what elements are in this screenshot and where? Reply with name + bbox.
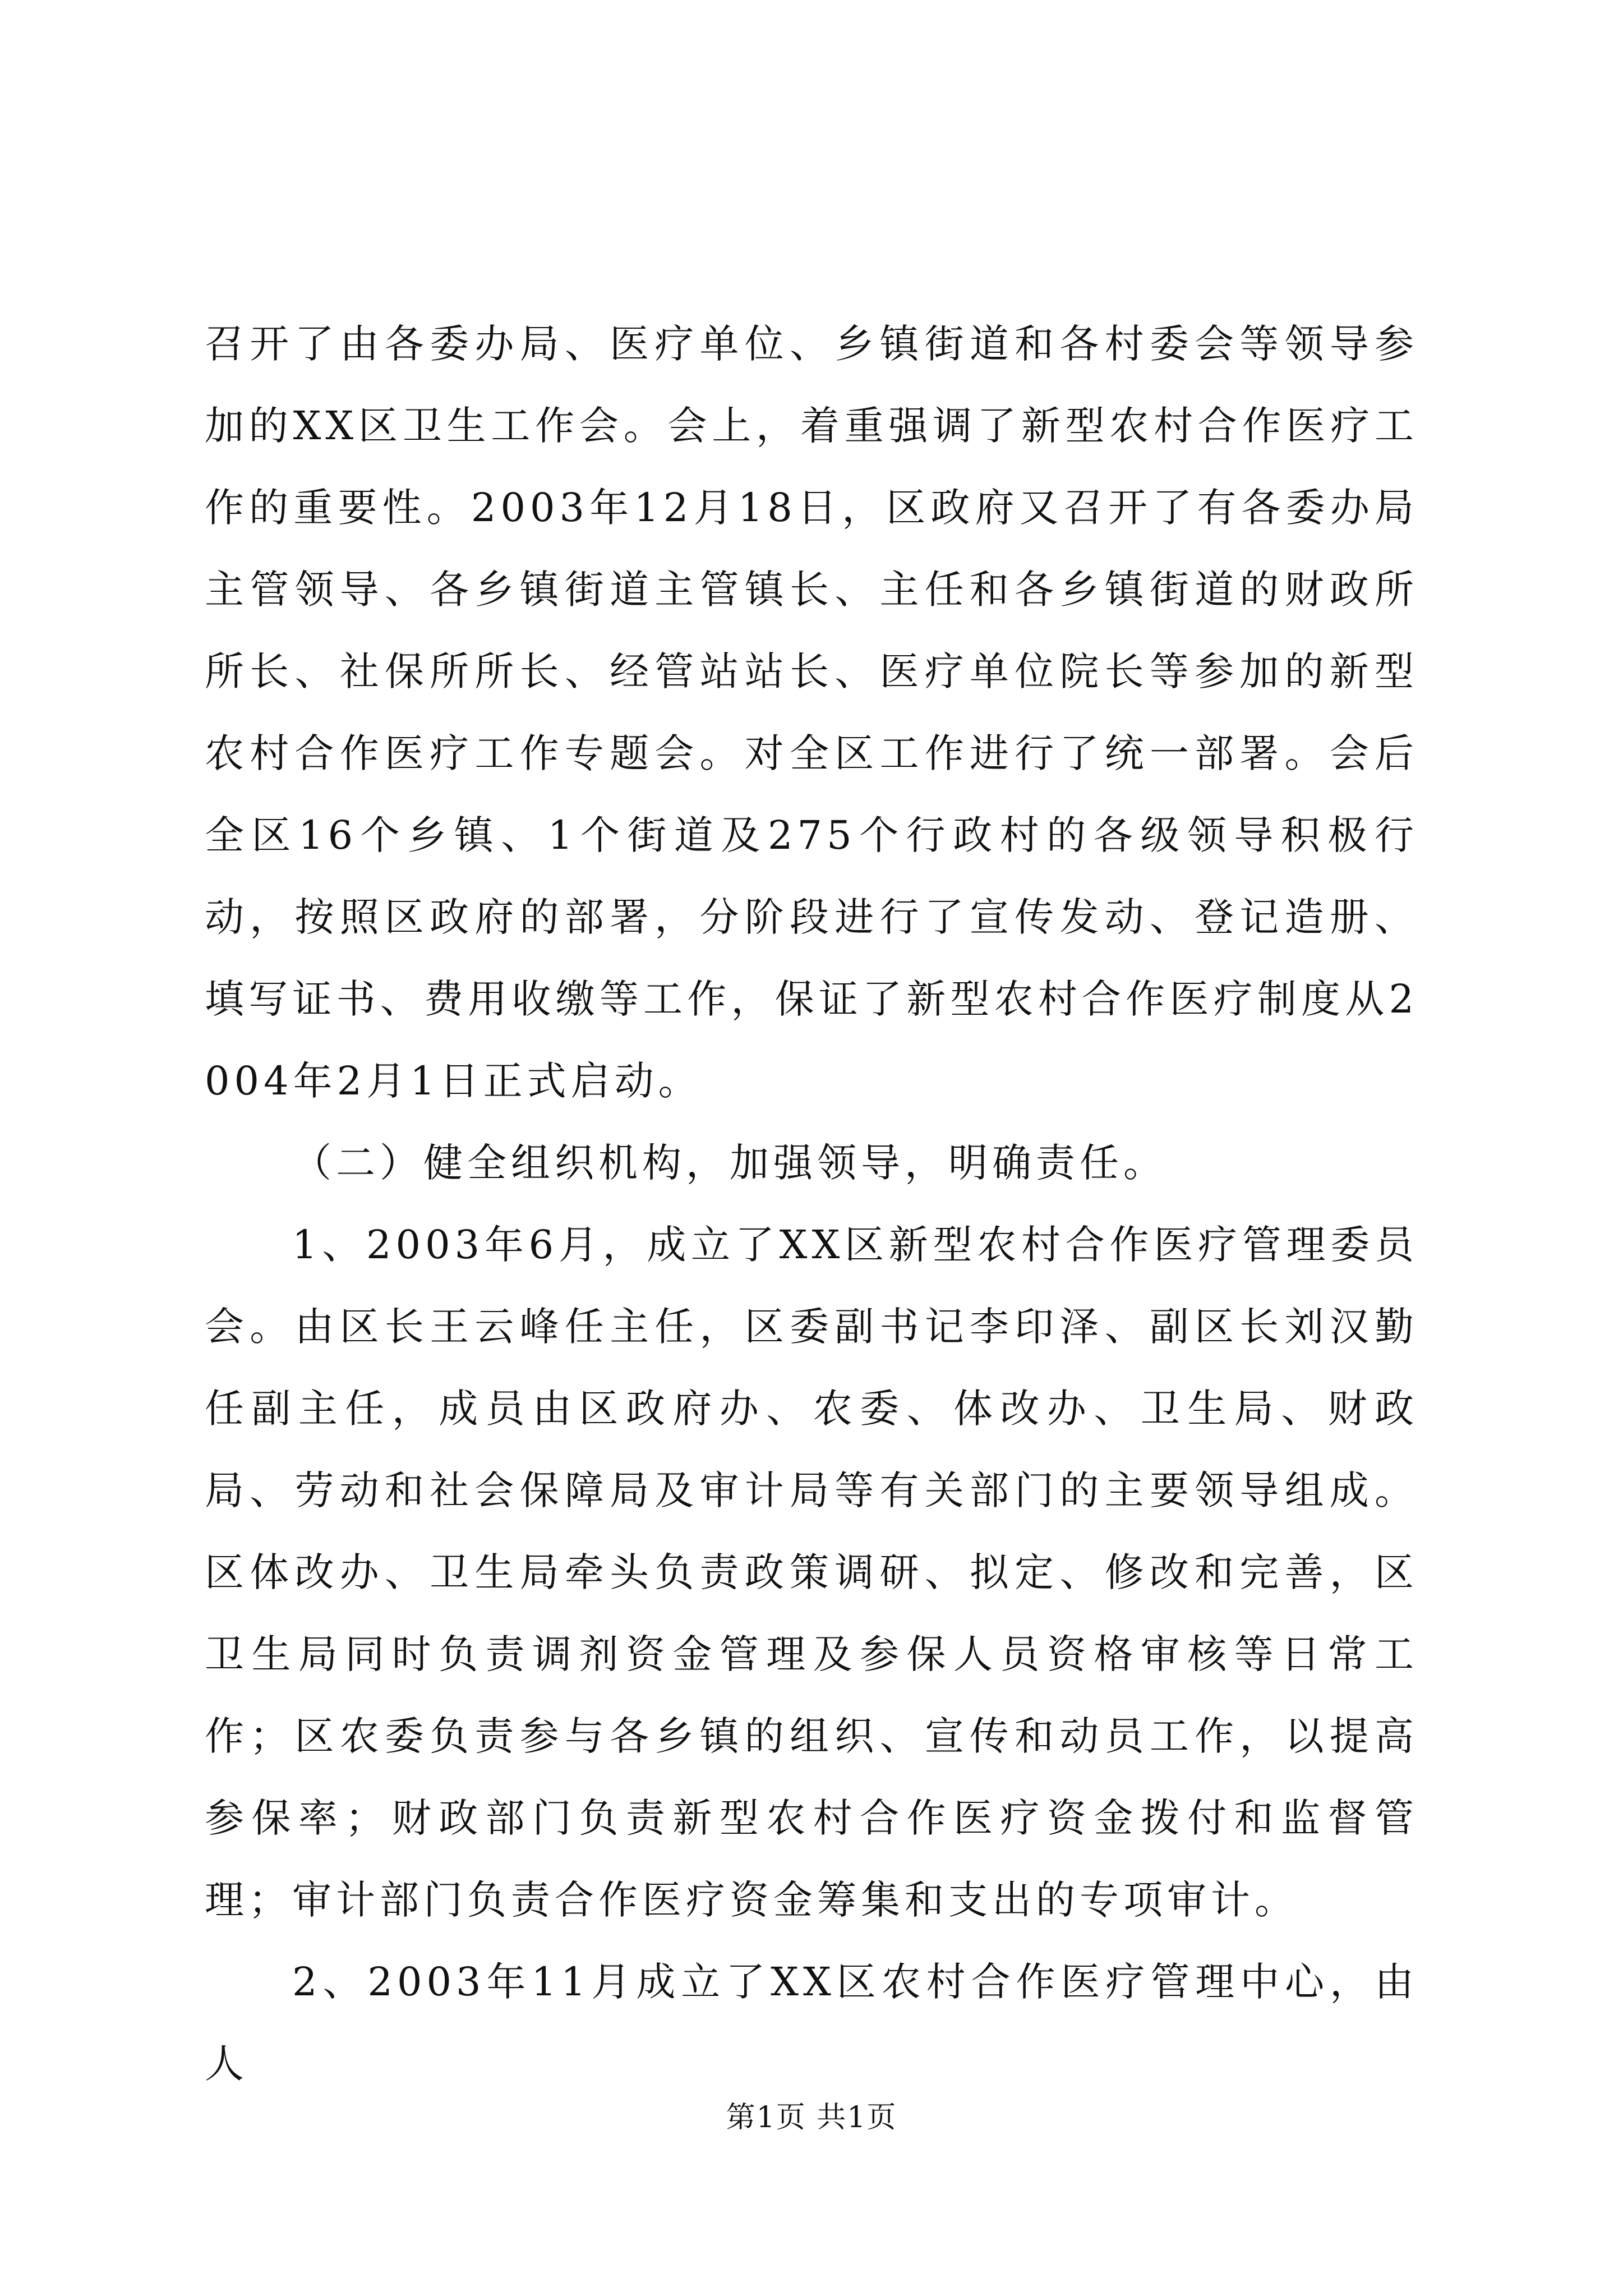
paragraph-management-committee: 1、2003年6月，成立了XX区新型农村合作医疗管理委员会。由区长王云峰任主任，区委副书记李印泽、副区长刘汉勤任副主任，成员由区政府办、农委、体改办、卫生局、财政局、劳动和社会保障局及审计局等有关部门的主要领导组成。区体改办、卫生局牵头负责政策调研、拟定、修改和完善，区卫生局同时负责调剂资金管理及参保人员资格审核等日常工作；区农委负责参与各乡镇的组织、宣传和动员工作，以提高参保率；财政部门负责新型农村合作医疗资金拨付和监督管理；审计部门负责合作医疗资金筹集和支出的专项审计。: [205, 1222, 1418, 1923]
page-footer: 第1页 共1页: [726, 2101, 897, 2134]
document-body: [205, 303, 1418, 2105]
paragraph-management-center: 2、2003年11月成立了XX区农村合作医疗管理中心，由人: [205, 1959, 1418, 2087]
section-heading-organization: （二）健全组织机构，加强领导，明确责任。: [292, 1140, 1167, 1186]
paragraph-meeting-summary: 召开了由各委办局、医疗单位、乡镇街道和各村委会等领导参加的XX区卫生工作会。会上，着重强调了新型农村合作医疗工作的重要性。2003年12月18日，区政府又召开了有各委办局主管领导、各乡镇街道主管镇长、主任和各乡镇街道的财政所所长、社保所所长、经管站站长、医疗单位院长等参加的新型农村合作医疗工作专题会。对全区工作进行了统一部署。会后全区16个乡镇、1个街道及275个行政村的各级领导积极行动，按照区政府的部署，分阶段进行了宣传发动、登记造册、填写证书、费用收缴等工作，保证了新型农村合作医疗制度从2004年2月1日正式启动。: [205, 321, 1418, 1104]
